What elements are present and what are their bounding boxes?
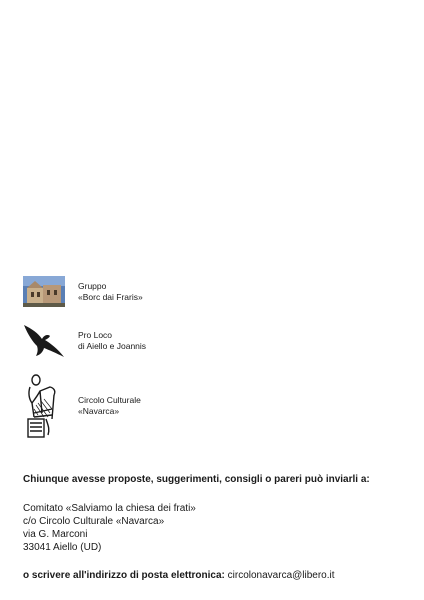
postal-address <box>23 502 196 554</box>
organization-borc-dai-fraris <box>22 276 143 307</box>
email-address[interactable]: circolonavarca@libero.it <box>227 570 335 581</box>
org-name-line: Pro Loco <box>78 330 113 340</box>
email-prompt: o scrivere all'indirizzo di posta elettronica: <box>23 570 225 581</box>
org-name-line: Circolo Culturale <box>78 395 141 405</box>
address-line: c/o Circolo Culturale «Navarca» <box>23 516 165 527</box>
church-photo-icon <box>22 276 66 307</box>
address-line: 33041 Aiello (UD) <box>23 542 102 553</box>
sculpture-icon <box>22 373 66 439</box>
eagle-icon <box>22 323 66 359</box>
address-line: via G. Marconi <box>23 529 88 540</box>
org-name-line: Gruppo <box>78 280 107 291</box>
email-contact <box>23 570 335 581</box>
organization-circolo-navarca <box>22 373 141 439</box>
org-name-line: «Borc dai Fraris» <box>78 291 143 302</box>
address-line: Comitato «Salviamo la chiesa dei frati» <box>23 503 196 514</box>
organization-pro-loco <box>22 323 146 359</box>
org-name-line: di Aiello e Joannis <box>78 341 147 351</box>
org-name-line: «Navarca» <box>78 406 120 416</box>
contact-intro: Chiunque avesse proposte, suggerimenti, consigli o pareri può inviarli a: <box>23 474 370 485</box>
